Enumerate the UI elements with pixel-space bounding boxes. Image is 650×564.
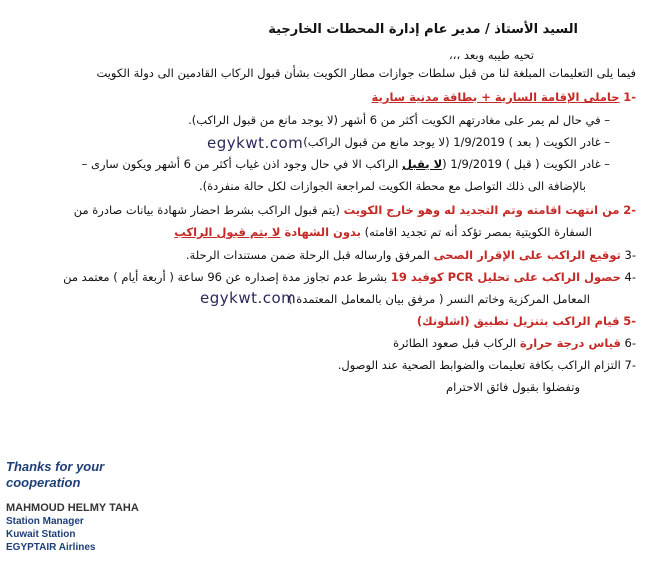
thanks-line-2: cooperation xyxy=(6,475,81,490)
closing-line: وتفضلوا بقبول فائق الاحترام xyxy=(445,380,580,394)
item-6-number: -6 xyxy=(624,336,636,350)
item-7: -7 التزام الراكب بكافة تعليمات والضوابط الصحية عند الوصول. xyxy=(337,358,636,372)
watermark-1: egykwt.com xyxy=(207,134,304,152)
signatory-name: MAHMOUD HELMY TAHA xyxy=(6,502,139,514)
watermark-2: egykwt.com xyxy=(200,289,297,307)
item-3-highlight: توقيع الراكب على الإقرار الصحى xyxy=(433,248,621,262)
item-2-continued: السفارة الكويتية بمصر تؤكد أنه تم تجديد اقامته) بدون الشهادة لا يتم قبول الراكب xyxy=(174,225,592,239)
item-1-sub-2: – غادر الكويت ( بعد ) 1/9/2019 (لا يوجد مانع من قبول الراكب) xyxy=(303,135,610,149)
item-4-highlight: حصول الراكب على تحليل PCR كوفيد 19 xyxy=(390,270,621,284)
item-2-highlight: من انتهت اقامته وتم التجديد له وهو خارج الكويت xyxy=(343,203,620,217)
item-3: -3 توقيع الراكب على الإقرار الصحى المرفق وارساله قبل الرحلة ضمن مستندات الرحلة. xyxy=(185,248,636,262)
item-1-sub-1: – في حال لم يمر على مغادرتهم الكويت أكثر من 6 أشهر (لا يوجد مانع من قبول الراكب). xyxy=(188,113,610,127)
item-1-sub-3: – غادر الكويت ( قبل ) 1/9/2019 (لا يقبل الراكب الا في حال وجود اذن غياب أكثر من 6 أشهر ويكون سارى – xyxy=(81,157,610,171)
item-2: -2 من انتهت اقامته وتم التجديد له وهو خارج الكويت (يتم قبول الراكب بشرط احضار شهادة بيانات صادرة من xyxy=(73,203,636,217)
item-5-highlight: قيام الراكب بتنزيل تطبيق (اشلونك) xyxy=(416,314,620,328)
item-5 xyxy=(417,314,636,328)
item-4-number: -4 xyxy=(624,270,636,284)
intro-paragraph: فيما يلى التعليمات المبلغة لنا من قبل سلطات جوازات مطار الكويت بشأن قبول الركاب القادمين الى دولة الكويت xyxy=(96,66,636,80)
item-1-title: حاملى الإقامة السارية + بطاقة مدنية سارية xyxy=(371,90,620,104)
item-7-number: -7 xyxy=(624,358,636,372)
item-6: -6 قياس درجة حرارة الركاب قبل صعود الطائرة xyxy=(393,336,636,350)
signatory-company: EGYPTAIR Airlines xyxy=(6,542,96,553)
item-4-continued: المعامل المركزية وخاتم النسر ( مرفق بيان بالمعامل المعتمدة ) xyxy=(288,292,590,306)
item-2-number: -2 xyxy=(623,203,636,217)
item-5-number: -5 xyxy=(623,314,636,328)
item-1 xyxy=(372,90,636,104)
signatory-station: Kuwait Station xyxy=(6,529,76,540)
item-1-sub-3-continued: بالإضافة الى ذلك التواصل مع محطة الكويت لمراجعة الجوازات لكل حالة منفردة). xyxy=(198,179,586,193)
item-6-highlight: قياس درجة حرارة xyxy=(519,336,621,350)
item-1-number: -1 xyxy=(623,90,636,104)
item-4: -4 حصول الراكب على تحليل PCR كوفيد 19 بشرط عدم تجاوز مدة إصداره عن 96 ساعة ( أربعة أيام ) معتمد من xyxy=(63,270,636,284)
signatory-title: Station Manager xyxy=(6,516,84,527)
thanks-line-1: Thanks for your xyxy=(6,459,105,474)
greeting-line: تحيه طيبه وبعد ،،، xyxy=(449,48,534,62)
addressee-line: السيد الأستاذ / مدير عام إدارة المحطات الخارجية xyxy=(268,22,578,37)
item-3-number: -3 xyxy=(624,248,636,262)
